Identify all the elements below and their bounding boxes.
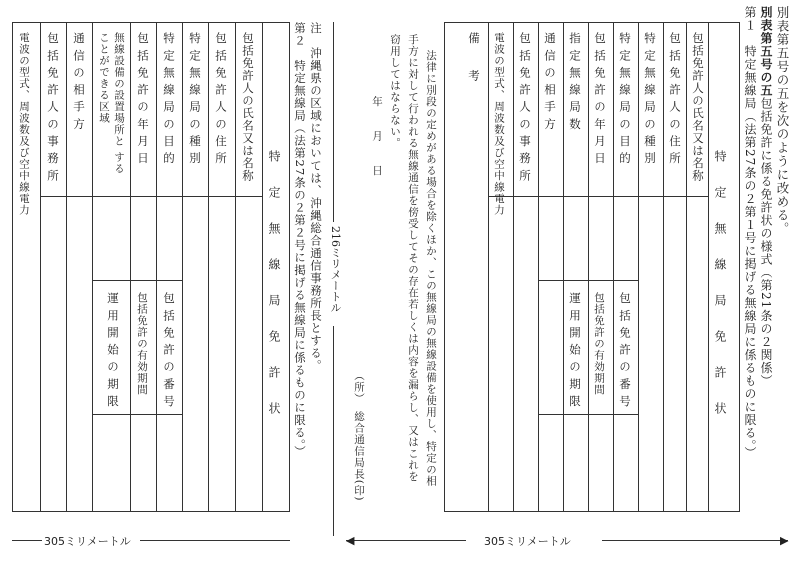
form-1-issuer: （所） 総合通信局長(印) bbox=[353, 370, 365, 502]
form-1-row-office: 包 括 免 許 人 の 事 務 所 bbox=[518, 32, 532, 182]
section-2-heading: 第２ 特定無線局（法第27条の２第２号に掲げる無線局に係るものに限る。） bbox=[293, 22, 307, 458]
form-2-side-validity: 包括免許の有効期間 bbox=[136, 292, 148, 396]
form-1-side-validity: 包括免許の有効期間 bbox=[593, 292, 605, 396]
form-2-row-purpose: 特 定 無 線 局 の 目 的 bbox=[162, 32, 176, 165]
form-2-row-date: 包 括 免 許 の 年 月 日 bbox=[136, 32, 150, 165]
form-heading-rest: 包括免許に係る免許状の様式（第21条の２関係） bbox=[759, 97, 773, 388]
form-1-side-number: 包 括 免 許 の 番 号 bbox=[618, 292, 632, 408]
form-2-row-name: 包括免許人の氏名又は名称 bbox=[241, 32, 255, 182]
form-2-title: 特 定 無 線 局 免 許 状 bbox=[267, 150, 281, 420]
height-dimension: 216ミリメートル bbox=[329, 226, 342, 313]
form-2-row-address: 包 括 免 許 人 の 住 所 bbox=[214, 32, 228, 165]
form-1-row-partner: 通 信 の 相 手 方 bbox=[543, 32, 557, 131]
arrow-right-icon: ▶ bbox=[780, 534, 789, 547]
form-1-remarks-text-1: 法律に別段の定めがある場合を除くほか、この無線局の無線設備を使用し、特定の相 bbox=[425, 50, 437, 487]
form-1-remarks-text-2: 手方に対して行われる無線通信を傍受してその存在若しくは内容を漏らし、又はこれを bbox=[407, 34, 419, 483]
intro-line: 別表第五号の五を次のように改める。 bbox=[775, 6, 790, 236]
form-2-side-start: 運 用 開 始 の 期 限 bbox=[106, 292, 120, 408]
arrow-left-icon: ◀ bbox=[346, 534, 355, 547]
form-2-width-dimension: 305ミリメートル bbox=[44, 535, 131, 548]
section-1-heading: 第１ 特定無線局（法第27条の２第１号に掲げる無線局に係るものに限る。） bbox=[743, 6, 757, 460]
form-1-row-date: 包 括 免 許 の 年 月 日 bbox=[593, 32, 607, 165]
form-2-row-partner: 通 信 の 相 手 方 bbox=[72, 32, 86, 131]
form-1-side-start: 運 用 開 始 の 期 限 bbox=[568, 292, 582, 408]
form-1-row-type: 特 定 無 線 局 の 種 別 bbox=[643, 32, 657, 165]
form-1-row-radio: 電波の型式、周波数及び空中線電力 bbox=[493, 32, 505, 216]
form-2-row-type: 特 定 無 線 局 の 種 別 bbox=[188, 32, 202, 165]
note-okinawa: 注 沖縄県の区域においては、沖縄総合通信事務所長とする。 bbox=[309, 22, 323, 372]
form-1-width-dimension: 305ミリメートル bbox=[484, 535, 571, 548]
form-1-remarks-label: 備 考 bbox=[467, 32, 481, 82]
form-1-row-purpose: 特 定 無 線 局 の 目 的 bbox=[618, 32, 632, 165]
form-2-row-office: 包 括 免 許 人 の 事 務 所 bbox=[46, 32, 60, 182]
form-1-row-address: 包 括 免 許 人 の 住 所 bbox=[668, 32, 682, 165]
form-heading-bold: 別表第五号の五 bbox=[759, 6, 773, 97]
form-2-side-number: 包 括 免 許 の 番 号 bbox=[162, 292, 176, 408]
form-heading bbox=[758, 6, 775, 387]
form-1-row-count: 指 定 無 線 局 数 bbox=[568, 32, 582, 131]
form-1-title: 特 定 無 線 局 免 許 状 bbox=[713, 150, 727, 420]
form-1-remarks-text-3: 窃用してはならない。 bbox=[389, 34, 401, 149]
form-2-row-area: 無線設備の設置場所と することができる区域 bbox=[98, 32, 125, 175]
form-1-date: 年 月 日 bbox=[371, 96, 383, 177]
form-1-row-name: 包括免許人の氏名又は名称 bbox=[691, 32, 705, 182]
form-2-row-radio: 電波の型式、周波数及び空中線電力 bbox=[18, 32, 30, 216]
